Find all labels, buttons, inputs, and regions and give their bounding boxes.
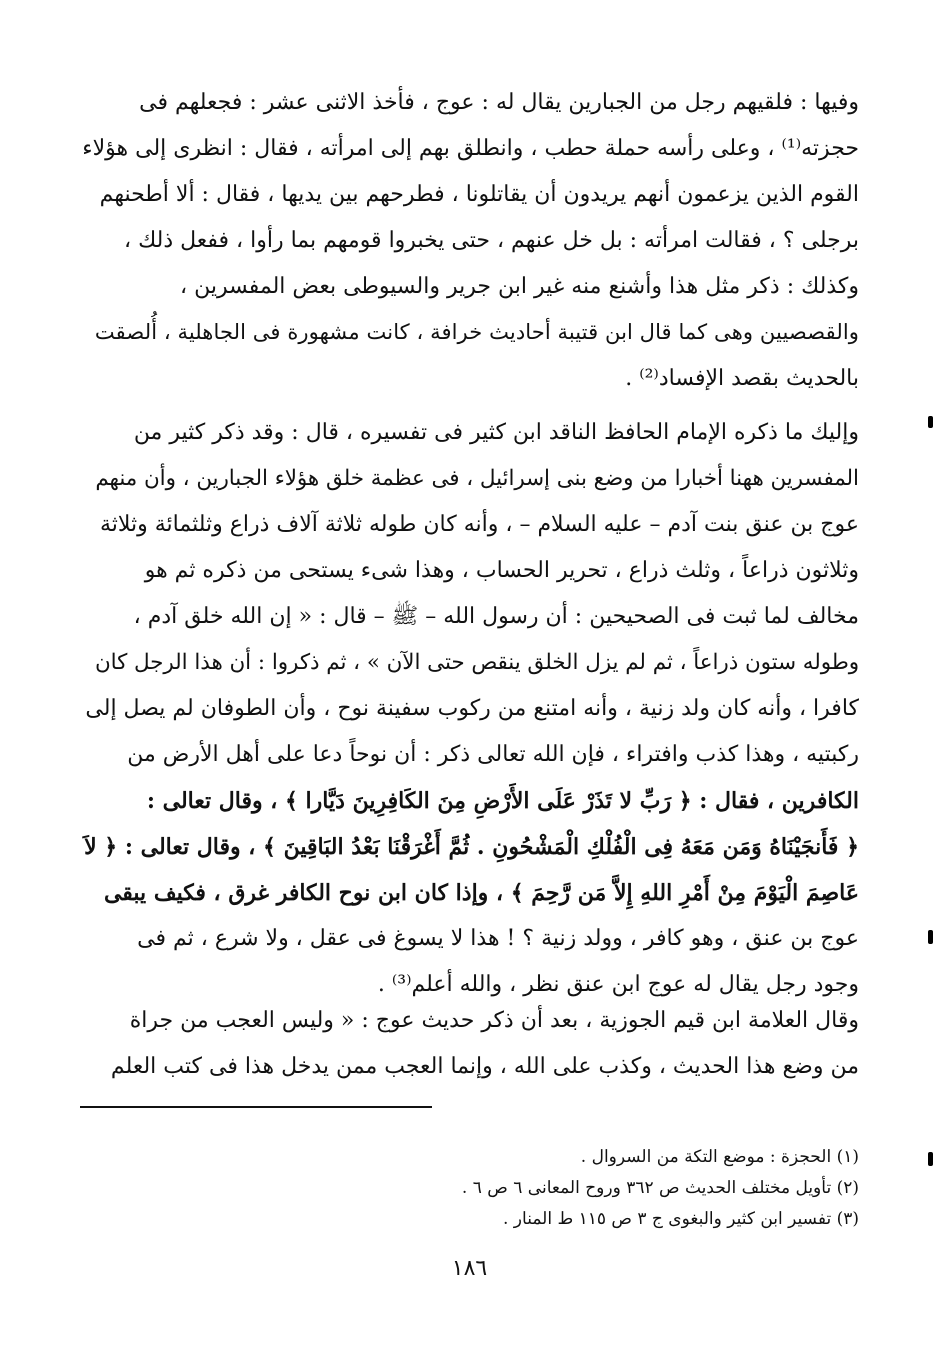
text-line: ركبتيه ، وهذا كذب وافتراء ، فإن الله تعالى ذكر : أن نوحاً دعا على أهل الأرض من (127, 742, 859, 767)
text-line: وفيها : فلقيهم رجل من الجبارين يقال له : عوج ، فأخذ الاثنى عشر : فجعلهم فى (139, 90, 859, 115)
footnote: (٢) تأويل مختلف الحديث ص ٣٦٢ وروح المعانى ٦ ص ٦ . (461, 1178, 859, 1198)
binding-hole-mark (928, 1152, 933, 1166)
text-line: كافرا ، وأنه كان ولد زنية ، وأنه امتنع من ركوب سفينة نوح ، وأن الطوفان لم يصل إلى (85, 696, 859, 721)
footnote-separator (80, 1106, 432, 1108)
paragraph-3 (79, 998, 859, 1090)
text-line: وطوله ستون ذراعاً ، ثم لم يزل الخلق ينقص حتى الآن » ، ثم ذكروا : أن هذا الرجل كان (94, 650, 859, 675)
text-line: وكذلك : ذكر مثل هذا وأشنع منه غير ابن جرير والسيوطى بعض المفسرين ، (180, 274, 859, 299)
quran-verse-line: عَاصِمَ الْيَوْمَ مِنْ أَمْرِ اللهِ إِلاَّ مَن رَّحِمَ ﴾ ، وإذا كان ابن نوح الكافر غرق ، فكيف يبقى (103, 880, 859, 906)
footnotes (79, 1142, 859, 1235)
text-line: بالحديث بقصد الإفساد⁽²⁾ . (625, 366, 859, 391)
text-line: والقصصيين وهى كما قال ابن قتيبة أحاديث خرافة ، كانت مشهورة فى الجاهلية ، أُلصقت (94, 320, 859, 345)
binding-hole-mark (928, 930, 933, 944)
text-line: عوج بن عنق بنت آدم – عليه السلام – ، وأنه كان طوله ثلاثة آلاف ذراع وثلثمائة وثلاثة (99, 512, 859, 537)
text-line: القوم الذين يزعمون أنهم يريدون أن يقاتلونا ، فطرحهم بين يديها ، فقال : ألا أطحنهم (99, 182, 859, 207)
paragraph-1 (79, 80, 859, 402)
text-line: المفسرين ههنا أخبارا من وضع بنى إسرائيل ، فى عظمة خلق هؤلاء الجبارين ، وأن منهم (95, 466, 859, 491)
page-number: ١٨٦ (451, 1256, 488, 1281)
quran-verse-line: ﴿ فَأَنجَيْنَاهُ وَمَن مَعَهُ فِى الْفُلْكِ الْمَشْحُونِ . ثُمَّ أَغْرَقْنَا بَعْدُ البَاقِينَ ﴾ ، وقال تعالى : ﴿ لاَ (84, 834, 859, 860)
paragraph-2 (79, 410, 859, 1008)
text-line: وجود رجل يقال له عوج ابن عنق نظر ، والله أعلم⁽³⁾ . (377, 972, 859, 997)
quran-verse-line: الكافرين ، فقال : ﴿ رَبِّ لا تَذَرْ عَلَى الأَرْضِ مِنَ الكَافِرِينَ دَيَّارا ﴾ ، وقال تعالى : (146, 788, 859, 814)
text-line: برجلى ؟ ، فقالت امرأته : بل خل عنهم ، حتى يخبروا قومهم بما رأوا ، ففعل ذلك ، (123, 228, 859, 253)
text-line: عوج بن عنق ، وهو كافر ، وولد زنية ؟ ! هذا لا يسوغ فى عقل ، ولا شرع ، ثم فى (137, 926, 859, 951)
text-line: وقال العلامة ابن قيم الجوزية ، بعد أن ذكر حديث عوج : « وليس العجب من جراة (129, 1008, 859, 1033)
text-line: من وضع هذا الحديث ، وكذب على الله ، وإنما العجب ممن يدخل هذا فى كتب العلم (110, 1054, 859, 1079)
footnote: (١) الحجزة : موضع التكة من السروال . (580, 1147, 859, 1167)
text-line: مخالف لما ثبت فى الصحيحين : أن رسول الله – ﷺ – قال : « إن الله خلق آدم ، (133, 604, 859, 629)
binding-hole-mark (928, 416, 933, 428)
text-line: وثلاثون ذراعاً ، وثلث ذراع ، تحرير الحساب ، وهذا شىء يستحى من ذكره ثم هو (144, 558, 859, 583)
text-line: حجزته⁽¹⁾ ، وعلى رأسه حملة حطب ، وانطلق بهم إلى امرأته ، فقال : انظرى إلى هؤلاء (82, 136, 859, 161)
text-line: وإليك ما ذكره الإمام الحافظ الناقد ابن كثير فى تفسيره ، قال : وقد ذكر كثير من (133, 420, 859, 445)
footnote: (٣) تفسير ابن كثير والبغوى ج ٣ ص ١١٥ ط المنار . (503, 1209, 859, 1229)
